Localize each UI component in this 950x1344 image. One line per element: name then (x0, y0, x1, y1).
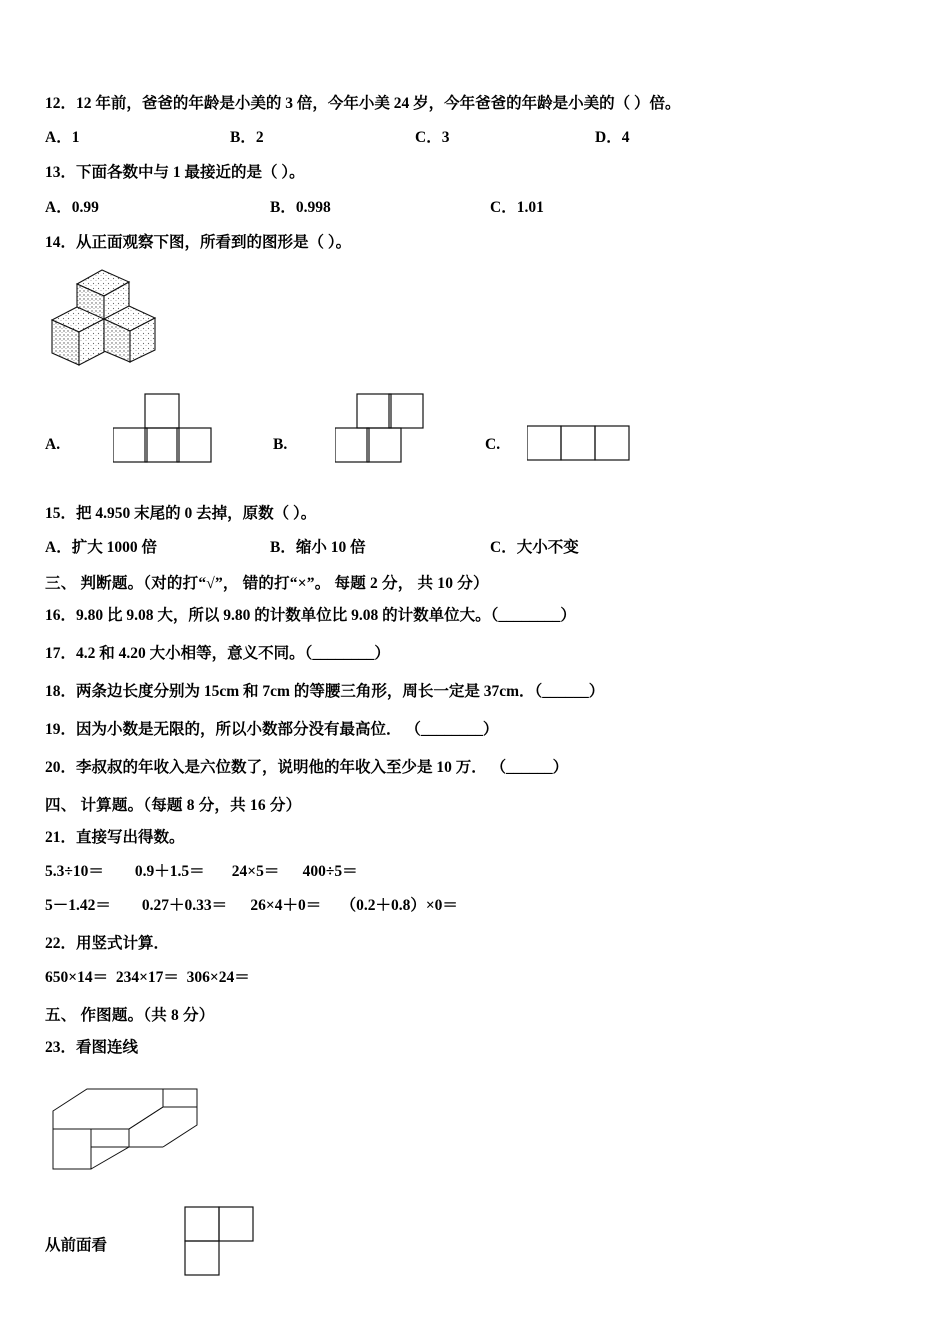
question-17: 17．4.2 和 4.20 大小相等，意义不同。（________） (45, 645, 390, 662)
question-23-label: 从前面看 (45, 1237, 108, 1254)
option-14-c-label[interactable]: C. (485, 435, 501, 453)
question-21-line-2: 5－1.42＝ 0.27＋0.33＝ 26×4＋0＝ （0.2＋0.8）×0＝ (45, 897, 458, 914)
question-13-options (45, 195, 905, 217)
option-14-b-shape[interactable] (335, 392, 445, 477)
option-12-b[interactable]: B．2 (230, 129, 264, 147)
question-12-text: 12．12 年前，爸爸的年龄是小美的 3 倍，今年小美 24 岁，今年爸爸的年龄是小美的（ ）倍。 (45, 95, 681, 112)
option-12-a[interactable]: A．1 (45, 129, 80, 147)
section-4-heading: 四、 计算题。（每题 8 分，共 16 分） (45, 797, 302, 814)
question-15-options (45, 535, 905, 557)
question-23-title: 23．看图连线 (45, 1039, 139, 1056)
question-14-text: 14．从正面观察下图，所看到的图形是（ ）。 (45, 233, 352, 251)
question-14-options (45, 384, 905, 484)
question-16: 16．9.80 比 9.08 大，所以 9.80 的计数单位比 9.08 的计数单位大。（________） (45, 607, 576, 624)
option-12-c[interactable]: C．3 (415, 129, 450, 147)
option-14-c-shape[interactable] (527, 422, 657, 472)
question-15-text: 15．把 4.950 末尾的 0 去掉，原数（ ）。 (45, 504, 317, 522)
option-14-a-label[interactable]: A. (45, 435, 61, 453)
question-20: 20．李叔叔的年收入是六位数了，说明他的年收入至少是 10 万． （______） (45, 759, 569, 776)
option-15-b[interactable]: B．缩小 10 倍 (270, 539, 366, 556)
question-23-view-row (45, 1205, 905, 1285)
question-23-solid-figure (45, 1069, 905, 1199)
question-21-line-1: 5.3÷10＝ 0.9＋1.5＝ 24×5＝ 400÷5＝ (45, 863, 358, 880)
question-19: 19．因为小数是无限的，所以小数部分没有最高位． （________） (45, 721, 499, 738)
option-14-b-label[interactable]: B. (273, 435, 288, 453)
question-13-text: 13．下面各数中与 1 最接近的是（ ）。 (45, 164, 305, 182)
option-12-d[interactable]: D．4 (595, 129, 630, 147)
stippled-cubes-drawing (47, 262, 217, 380)
question-21-title: 21．直接写出得数。 (45, 829, 185, 846)
question-14-solid-figure (45, 262, 905, 380)
front-view-shape[interactable] (165, 1205, 275, 1283)
option-13-c[interactable]: C．1.01 (490, 198, 544, 216)
page-content (45, 92, 905, 1285)
section-3-heading: 三、 判断题。（对的打“√”， 错的打“×”。 每题 2 分， 共 10 分） (45, 575, 489, 592)
option-14-a-shape[interactable] (113, 392, 243, 477)
question-18: 18．两条边长度分别为 15cm 和 7cm 的等腰三角形，周长一定是 37cm．（______） (45, 683, 605, 700)
question-22-line: 650×14＝ 234×17＝ 306×24＝ (45, 969, 250, 986)
question-12-options (45, 125, 905, 147)
l-shaped-solid-drawing (45, 1069, 245, 1199)
option-13-a[interactable]: A．0.99 (45, 198, 99, 216)
question-22-title: 22．用竖式计算． (45, 935, 170, 952)
option-15-c[interactable]: C．大小不变 (490, 539, 579, 556)
section-5-heading: 五、 作图题。（共 8 分） (45, 1007, 215, 1024)
option-13-b[interactable]: B．0.998 (270, 198, 331, 216)
option-15-a[interactable]: A．扩大 1000 倍 (45, 539, 157, 556)
